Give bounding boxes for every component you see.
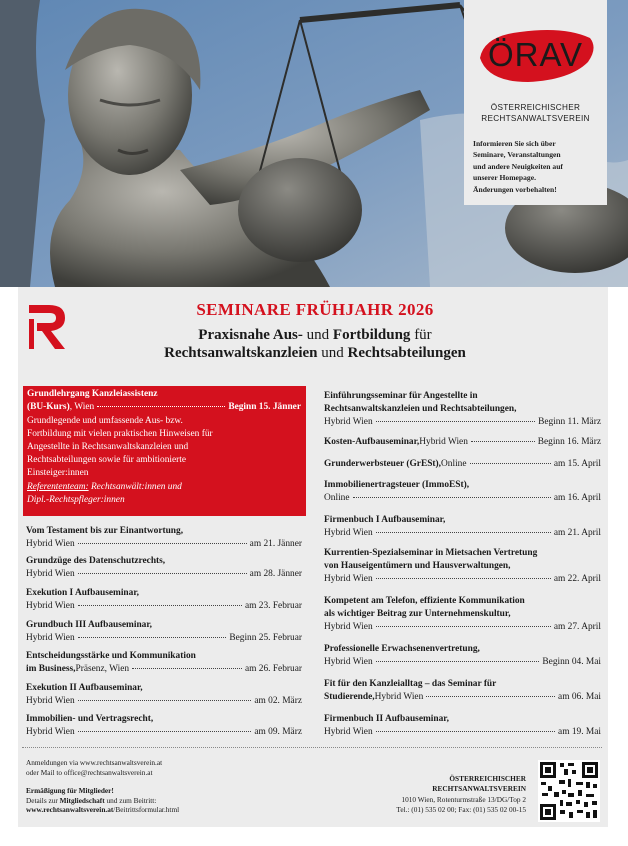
footer-registration xyxy=(26,758,276,815)
orav-logo-box xyxy=(464,0,607,205)
seminar-item: Vom Testament bis zur Einantwortung, Hybrid Wien am 21. Jänner xyxy=(26,526,302,549)
registration-web-link[interactable]: Anmeldungen via www.rechtsanwaltsverein.at xyxy=(26,758,163,767)
membership-form-link[interactable]: www.rechtsanwaltsverein.at/Beitrittsformular.html xyxy=(26,805,180,815)
seminar-item: Exekution II Aufbauseminar, Hybrid Wien am 02. März xyxy=(26,683,302,706)
seminar-item: Kurrentien-Spezialseminar in Mietsachen Vertretung von Hauseigentümern und Hausverwaltungen, Hybrid Wien am 22. April xyxy=(324,548,601,584)
qr-code-icon[interactable] xyxy=(538,760,600,822)
seminar-item: Fit für den Kanzleialltag – das Seminar für Studierende, Hybrid Wien am 06. Mai xyxy=(324,679,601,702)
membership-details: Details zur Mitgliedschaft und zum Beitritt: xyxy=(26,795,157,805)
member-discount: Ermäßigung für Mitglieder! xyxy=(26,786,114,796)
featured-title: Grundlehrgang Kanzleiassistenz xyxy=(27,389,158,399)
page-title: SEMINARE FRÜHJAHR 2026 xyxy=(196,300,434,319)
footer-org-address: ÖSTERREICHISCHER RECHTSANWALTSVEREIN 1010 Wien, Rotenturmstraße 13/DG/Top 2 Tel.: (01) 535 02 00; Fax: (01) 535 02 00-15 xyxy=(396,774,526,814)
seminar-item: Firmenbuch II Aufbauseminar, Hybrid Wien am 19. Mai xyxy=(324,714,601,737)
seminar-item: Grunderwerbsteuer (GrESt), Online am 15. April xyxy=(324,459,601,469)
footer-divider xyxy=(22,747,602,748)
seminar-item: Professionelle Erwachsenenvertretung, Hybrid Wien Beginn 04. Mai xyxy=(324,644,601,667)
info-note: Informieren Sie sich über Seminare, Veranstaltungen und andere Neuigkeiten auf unserer Homepage. Änderungen vorbehalten! xyxy=(473,139,563,194)
seminar-item: Kosten-Aufbauseminar, Hybrid Wien Beginn 16. März xyxy=(324,437,601,447)
orav-acronym: ÖRAV xyxy=(487,36,584,73)
registration-mail-link[interactable]: oder Mail to office@rechtsanwaltsverein.at xyxy=(26,767,153,777)
featured-meta-row: (BU-Kurs) , Wien Beginn 15. Jänner xyxy=(27,402,301,412)
featured-team: Referententeam: Rechtsanwält:innen und xyxy=(27,482,182,492)
r-brand-icon xyxy=(27,303,69,351)
seminar-item: Immobilienertragsteuer (ImmoESt), Online am 16. April xyxy=(324,480,601,503)
seminar-item: Exekution I Aufbauseminar, Hybrid Wien am 23. Februar xyxy=(26,588,302,611)
featured-course-box: Grundlehrgang Kanzleiassistenz (BU-Kurs) , Wien Beginn 15. Jänner Grundlegende und umfassende Aus- bzw. Fortbildung mit vielen praktischen Hinweisen für Angestellte in Rechtsanwaltskanzleien und Rechtsabteilungen sowie für ambitionierte Einsteiger:innen Referententeam: Rechtsanwält:innen und Dipl.-Rechtspfleger:innen xyxy=(23,386,306,516)
seminar-item: Kompetent am Telefon, effiziente Kommunikation als wichtiger Beitrag zur Unternehmenskultur, Hybrid Wien am 27. April xyxy=(324,596,601,632)
org-name-line2: RECHTSANWALTSVEREIN xyxy=(481,114,590,123)
seminar-item: Grundzüge des Datenschutzrechts, Hybrid Wien am 28. Jänner xyxy=(26,556,302,579)
seminar-item: Entscheidungsstärke und Kommunikation im Business, Präsenz, Wien am 26. Februar xyxy=(26,651,302,674)
org-name-line1: ÖSTERREICHISCHER xyxy=(490,103,581,112)
seminar-item: Firmenbuch I Aufbauseminar, Hybrid Wien am 21. April xyxy=(324,515,601,538)
subtitle-line1: Praxisnahe Aus- und Fortbildung für xyxy=(198,327,432,343)
seminar-item: Grundbuch III Aufbauseminar, Hybrid Wien Beginn 25. Februar xyxy=(26,620,302,643)
seminar-item: Einführungsseminar für Angestellte in Rechtsanwaltskanzleien und Rechtsabteilungen, Hybrid Wien Beginn 11. März xyxy=(324,391,601,427)
subtitle-line2: Rechtsanwaltskanzleien und Rechtsabteilungen xyxy=(164,345,466,361)
seminar-item: Immobilien- und Vertragsrecht, Hybrid Wien am 09. März xyxy=(26,714,302,737)
